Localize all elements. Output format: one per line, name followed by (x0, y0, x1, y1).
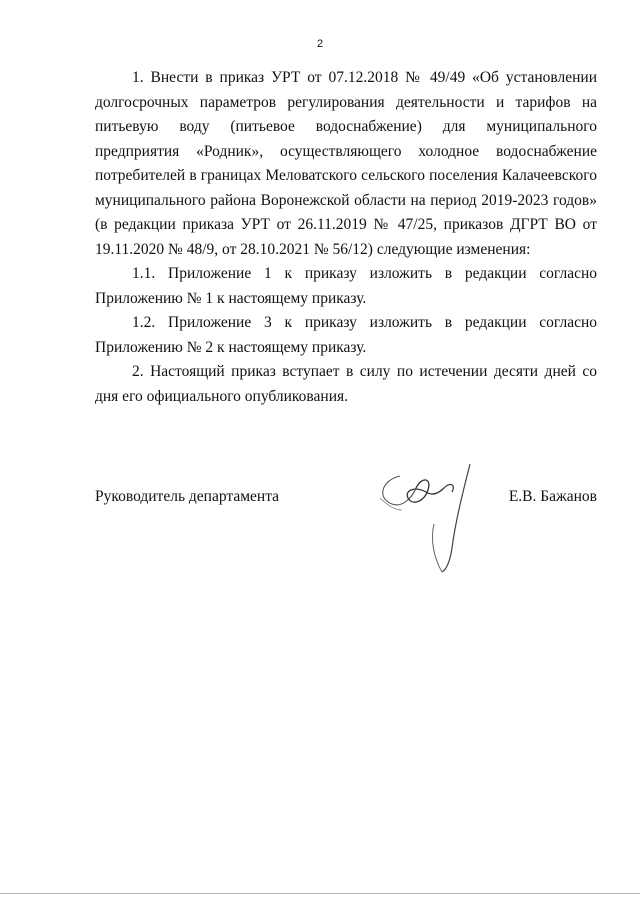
page-bottom-edge (0, 893, 640, 894)
handwritten-signature (372, 458, 482, 578)
paragraph-appendix-1: 1.1. Приложение 1 к приказу изложить в редакции согласно Приложению № 1 к настоящему приказу. (95, 265, 597, 307)
page-number: 2 (316, 38, 324, 50)
paragraph-amendment: 1. Внести в приказ УРТ от 07.12.2018 № 49/49 «Об установлении долгосрочных параметров регулирования деятельности и тарифов на питьевую воду (питьевое водоснабжение) для муниципального предприятия «Родник», осуществляющего холодное водоснабжение потребителей в границах Меловатского сельского поселения Калачеевского муниципального района Воронежской области на период 2019-2023 годов» (в редакции приказа УРТ от 26.11.2019 № 47/25, приказов ДГРТ ВО от 19.11.2020 № 48/9, от 28.10.2021 № 56/12) следующие изменения: (95, 69, 597, 258)
signature-block (95, 485, 597, 509)
order-body (95, 66, 597, 409)
paragraph-effective-date: 2. Настоящий приказ вступает в силу по истечении десяти дней со дня его официального опубликования. (95, 363, 597, 405)
signatory-name: Е.В. Бажанов (508, 488, 597, 505)
paragraph-appendix-2: 1.2. Приложение 3 к приказу изложить в редакции согласно Приложению № 2 к настоящему приказу. (95, 314, 597, 356)
signatory-title: Руководитель департамента (95, 488, 280, 505)
